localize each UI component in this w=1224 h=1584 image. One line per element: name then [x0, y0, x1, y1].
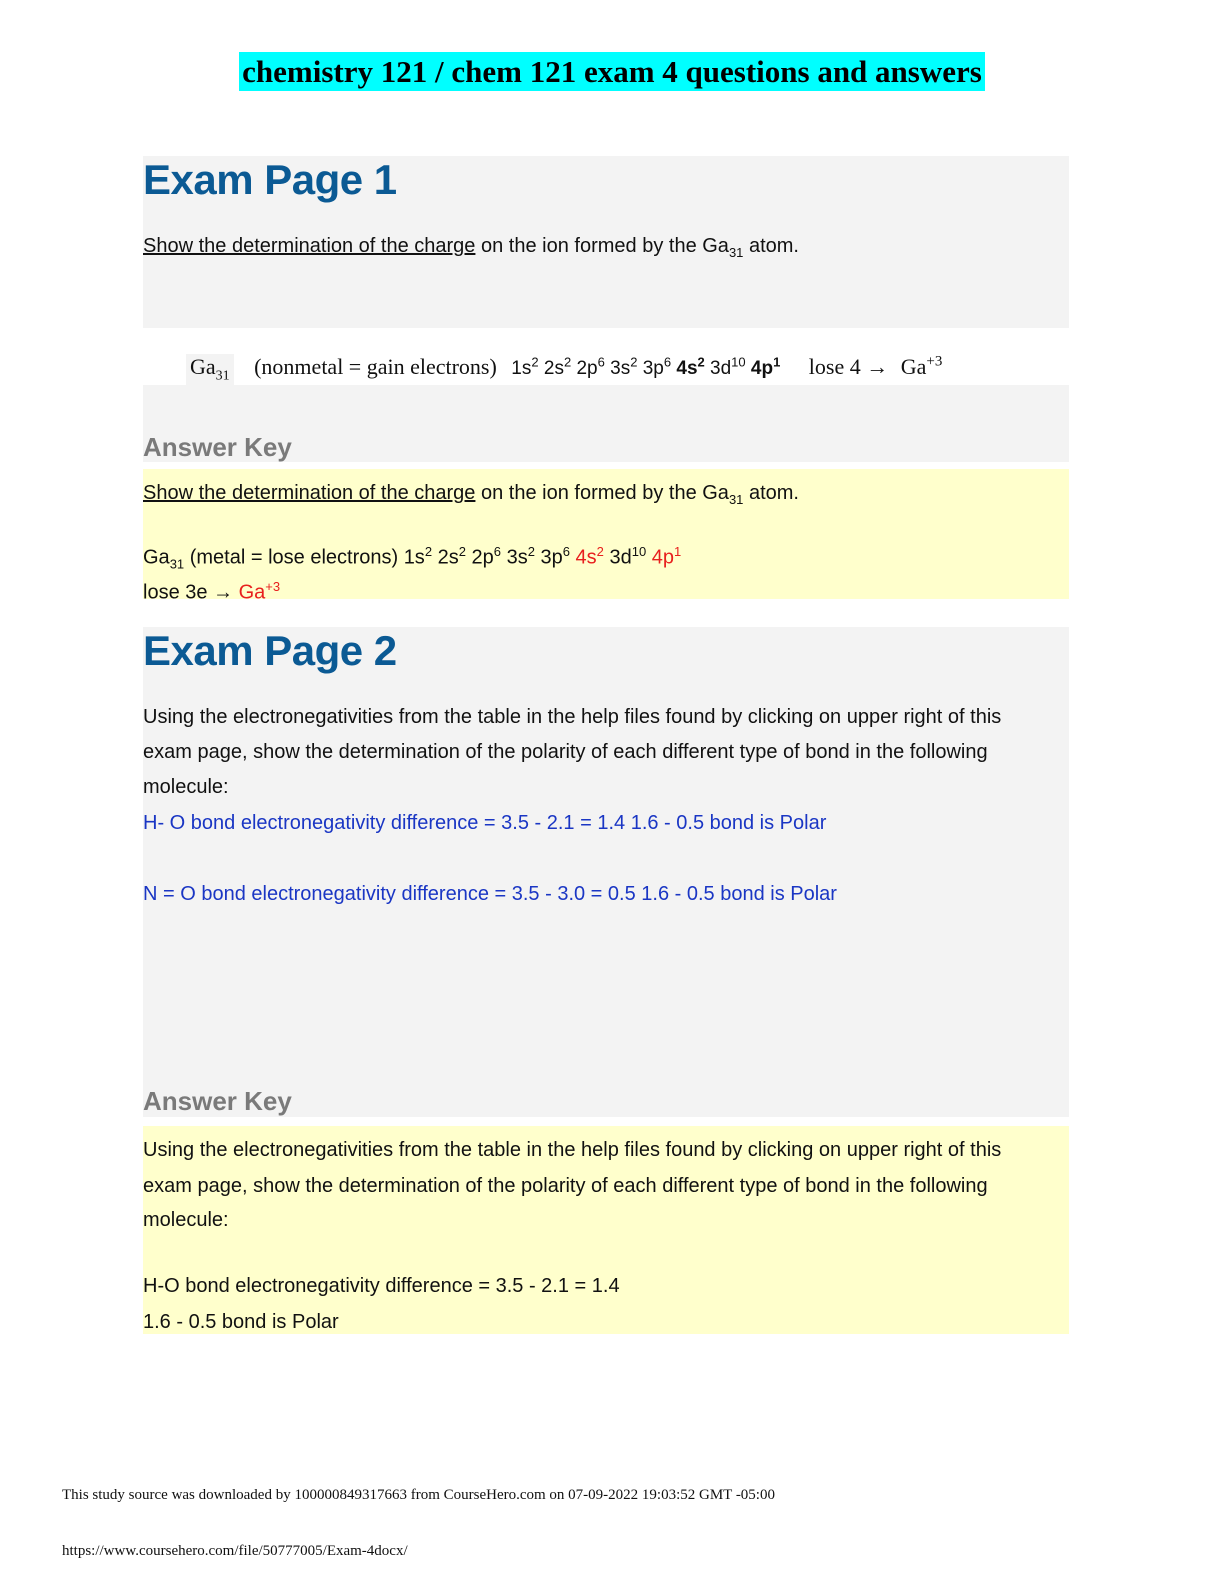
page1-key-lose: lose $3e \to Ga^{+3}$: [143, 579, 281, 604]
page1-key-question: Show the determination of the charge on the ion formed by the $Ga_{31}$ atom.: [143, 482, 799, 507]
student-ga-symbol: $Ga_{31}$: [186, 354, 234, 384]
page1-question-rest: on the ion formed by the Ga: [475, 235, 729, 257]
footer-source-url[interactable]: https://www.coursehero.com/file/50777005/Exam-4docx/: [62, 1543, 408, 1559]
student-electron-config: $1s^2$ $2s^2$ $2p^6$ $3s^2$ $3p^6$ $4s^2$ $3d^{10}$ $4p^1$: [511, 355, 781, 380]
page2-key-line-3: molecule:: [143, 1209, 229, 1231]
page2-student-answer-2: N = O bond electronegativity difference = 3.5 - 3.0 = 0.5 1.6 - 0.5 bond is Polar: [143, 883, 837, 905]
page1-answer-key-label: Answer Key: [143, 432, 292, 462]
page2-key-line-5: 1.6 - 0.5 bond is Polar: [143, 1311, 339, 1333]
page2-key-line-1: Using the electronegativities from the table in the help files found by clicking on upper right of this: [143, 1139, 1002, 1161]
page2-question-line-3: molecule:: [143, 776, 229, 798]
student-ion: $Ga^{+3}$: [900, 354, 943, 380]
page1-question: [143, 229, 799, 270]
page2-question-line-1: Using the electronegativities from the table in the help files found by clicking on upper right of this: [143, 706, 1002, 728]
student-lose-text: lose 4 →: [808, 354, 889, 380]
page1-student-answer: [186, 354, 1006, 386]
footer-download-notice: This study source was downloaded by 100000849317663 from CourseHero.com on 07-09-2022 19:03:52 GMT -05:00: [62, 1487, 775, 1503]
page2-question-line-2: exam page, show the determination of the polarity of each different type of bond in the following: [143, 741, 988, 763]
document-title: [0, 54, 1224, 90]
page1-key-config: $Ga_{31}$ (metal = lose electrons) $1s^2$ $2s^2$ $2p^6$ $3s^2$ $3p^6$ $4s^2$ $3d^{10}$ $4p^1$: [143, 544, 682, 572]
student-nonmetal-text: (nonmetal = gain electrons): [254, 354, 497, 380]
page1-question-end: atom.: [743, 235, 799, 257]
page2-key-line-2: exam page, show the determination of the polarity of each different type of bond in the following: [143, 1175, 988, 1197]
page1-question-sub: 31: [728, 245, 744, 260]
page1-question-underlined: Show the determination of the charge: [143, 235, 476, 257]
page2-student-answer-1: H- O bond electronegativity difference = 3.5 - 2.1 = 1.4 1.6 - 0.5 bond is Polar: [143, 812, 827, 834]
page2-answer-key-label: Answer Key: [143, 1086, 292, 1116]
document-title-text: chemistry 121 / chem 121 exam 4 questions and answers: [239, 52, 985, 91]
page2-key-line-4: H-O bond electronegativity difference = 3.5 - 2.1 = 1.4: [143, 1275, 620, 1297]
page2-heading: Exam Page 2: [143, 627, 397, 674]
page1-heading: Exam Page 1: [143, 156, 397, 203]
